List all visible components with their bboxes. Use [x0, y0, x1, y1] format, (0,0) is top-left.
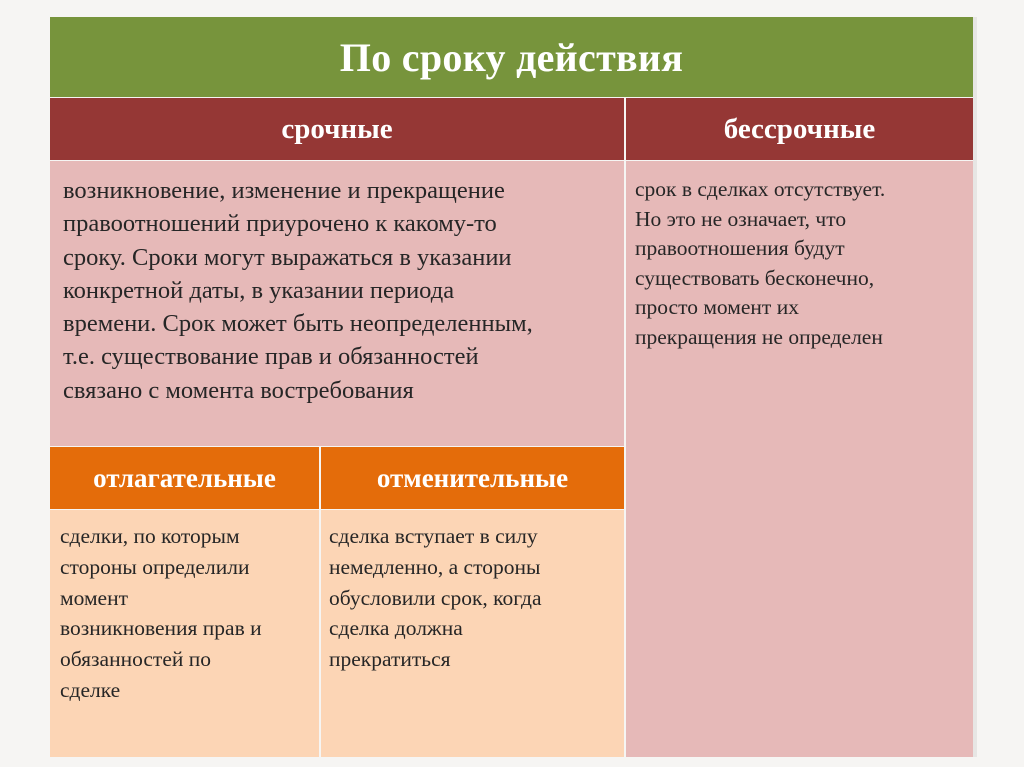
subheader-suspensive — [50, 447, 319, 509]
text-line: существовать бесконечно, — [635, 265, 875, 290]
resolutive-description — [321, 510, 624, 757]
text-line: сделке — [60, 677, 121, 702]
text-line: сделка вступает в силу — [329, 524, 538, 548]
text-line: Но это не означает, что — [635, 206, 847, 231]
text-line: срок в сделках отсутствует. — [635, 177, 886, 201]
text-line: возникновения прав и — [60, 616, 262, 641]
text-line: просто момент их — [635, 295, 799, 319]
subheader-resolutive — [321, 447, 624, 509]
page-title: По сроку действия — [339, 34, 684, 80]
text-line: прекратиться — [329, 647, 451, 672]
text-line: правоотношений приурочено к какому-то — [63, 210, 497, 238]
header-urgent — [50, 98, 624, 160]
text-line: конкретной даты, в указании периода — [63, 276, 455, 304]
text-line: сроку. Сроки могут выражаться в указании — [63, 243, 512, 271]
text-line: т.е. существование прав и обязанностей — [63, 343, 479, 371]
text-line: сделка должна — [329, 616, 463, 641]
text-line: немедленно, а стороны — [329, 554, 541, 579]
text-line: правоотношения будут — [635, 236, 845, 260]
text-line: сделки, по которым — [60, 524, 240, 548]
suspensive-description — [50, 510, 319, 757]
text-line: возникновение, изменение и прекращение — [63, 177, 505, 204]
header-urgent-label: срочные — [281, 112, 393, 145]
header-indefinite — [626, 98, 973, 160]
indefinite-description — [626, 161, 973, 757]
urgent-description — [50, 161, 624, 446]
text-line: обязанностей по — [60, 647, 211, 672]
subheader-suspensive-label: отлагательные — [93, 462, 276, 493]
text-line: момент — [60, 585, 128, 610]
text-line: прекращения не определен — [635, 324, 883, 349]
text-line: стороны определили — [60, 554, 250, 579]
header-indefinite-label: бессрочные — [723, 112, 876, 145]
text-line: времени. Срок может быть неопределенным, — [63, 310, 533, 338]
subheader-resolutive-label: отменительные — [376, 462, 569, 493]
table-shadow — [973, 17, 977, 757]
title-bar — [50, 17, 973, 97]
text-line: связано с момента востребования — [63, 376, 414, 404]
text-line: обусловили срок, когда — [329, 585, 542, 610]
